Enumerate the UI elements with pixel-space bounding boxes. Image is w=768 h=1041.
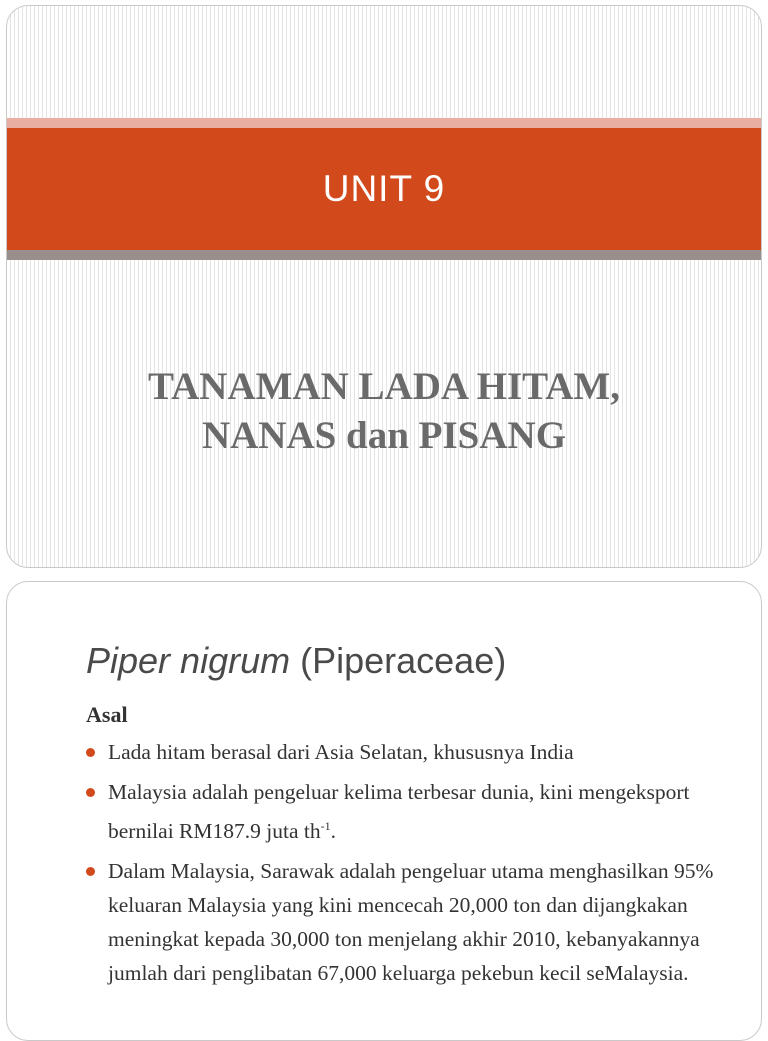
- bullet-list: [86, 735, 726, 996]
- content-slide: [6, 581, 762, 1041]
- family-name: (Piperaceae): [300, 640, 507, 681]
- species-name: Piper nigrum: [86, 640, 291, 681]
- unit-label: UNIT 9: [322, 168, 446, 209]
- bullet-end: .: [330, 819, 336, 844]
- title-line-1: TANAMAN LADA HITAM,: [148, 365, 620, 408]
- title-line-2: NANAS dan PISANG: [201, 414, 567, 457]
- superscript: -1: [320, 819, 331, 833]
- bullet-icon: [86, 867, 95, 876]
- accent-band-bottom: [7, 250, 761, 260]
- title-slide: [6, 5, 762, 568]
- list-item: [86, 854, 726, 990]
- section-heading: Asal: [86, 702, 128, 727]
- bullet-text: Lada hitam berasal dari Asia Selatan, khususnya India: [108, 740, 574, 764]
- title-band: [7, 128, 761, 250]
- bullet-icon: [86, 788, 95, 797]
- accent-band-top: [7, 118, 761, 128]
- bullet-text: Malaysia adalah pengeluar kelima terbesar dunia, kini mengeksport bernilai RM187.9 juta th: [108, 780, 690, 844]
- bullet-text: Dalam Malaysia, Sarawak adalah pengeluar utama menghasilkan 95% keluaran Malaysia yang kini mencecah 20,000 ton dan dijangkakan meningkat kepada 30,000 ton menjelang akhir 2010, kebanyakannya jumlah dari penglibatan 67,000 keluarga pekebun kecil seMalaysia.: [108, 859, 714, 986]
- list-item: [86, 775, 726, 848]
- slide-main-title: [7, 362, 761, 460]
- list-item: [86, 735, 726, 769]
- bullet-icon: [86, 748, 95, 757]
- content-slide-title: [86, 640, 506, 682]
